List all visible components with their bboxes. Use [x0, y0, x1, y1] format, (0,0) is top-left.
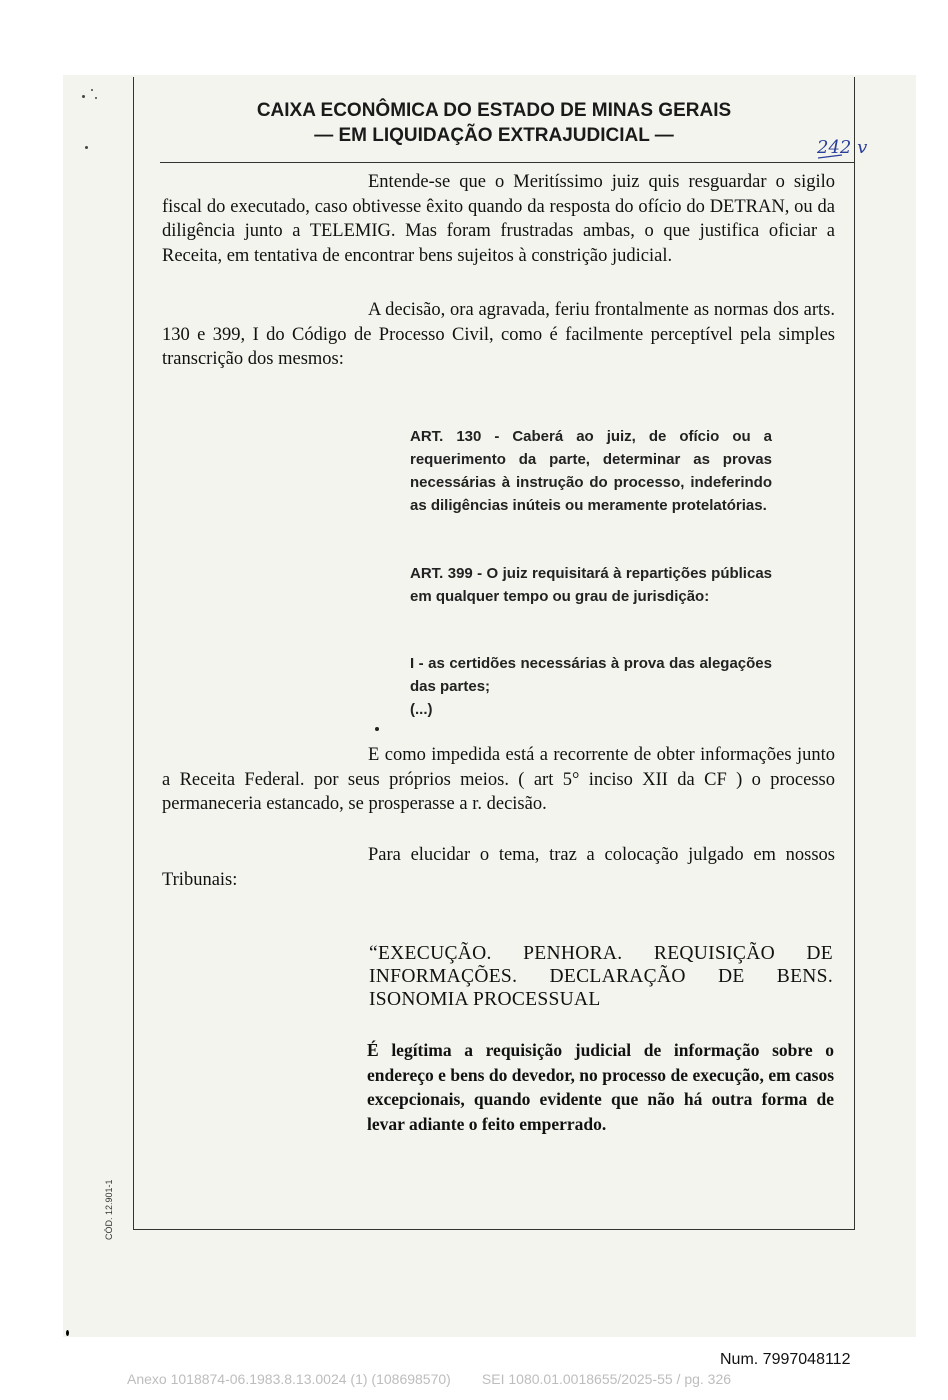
letterhead-subtitle: — EM LIQUIDAÇÃO EXTRAJUDICIAL — — [314, 125, 674, 146]
jurisprudence-title: “EXECUÇÃO. PENHORA. REQUISIÇÃO DE INFORMAÇÕES. DECLARAÇÃO DE BENS. ISONOMIA PROCESSUAL — [369, 943, 833, 1010]
letterhead — [133, 98, 855, 148]
scan-bullet-mark — [375, 727, 379, 731]
paragraph-3-text: E como impedida está a recorrente de obter informações junto a Receita Federal. por seus próprios meios. ( art 5° inciso XII da CF ) o processo permaneceria estancado, se prosperasse a r. decisão. — [162, 745, 835, 814]
article-399: ART. 399 - O juiz requisitará à repartições públicas em qualquer tempo ou grau de jurisdição: — [410, 565, 772, 605]
article-399-item-i: I - as certidões necessárias à prova das alegações das partes; — [410, 655, 772, 695]
paragraph-2 — [162, 298, 835, 372]
form-code: CÓD. 12.901-1 — [104, 1179, 114, 1240]
paragraph-3 — [162, 743, 835, 817]
article-130: ART. 130 - Caberá ao juiz, de ofício ou a requerimento da parte, determinar as provas necessárias à instrução do processo, indeferindo as diligências inúteis ou meramente protelatórias. — [410, 428, 772, 514]
article-ellipsis: (...) — [410, 701, 433, 718]
paragraph-1-text: Entende-se que o Meritíssimo juiz quis resguardar o sigilo fiscal do executado, caso obtivesse êxito quando da resposta do ofício do DETRAN, ou da diligência junto a TELEMIG. Mas foram frustradas ambas, o que justifica oficiar a Receita, em tentativa de encontrar bens sujeitos à constrição judicial. — [162, 172, 835, 266]
paragraph-1 — [162, 170, 835, 268]
jurisprudence-body: É legítima a requisição judicial de informação sobre o endereço e bens do devedor, no processo de execução, em casos excepcionais, quando evidente que não há outra forma de levar adiante o feito emperrado. — [367, 1040, 834, 1134]
paragraph-2-text: A decisão, ora agravada, feriu frontalmente as normas dos arts. 130 e 399, I do Código de Processo Civil, como é facilmente perceptível pela simples transcrição dos mesmos: — [162, 300, 835, 369]
paragraph-4 — [162, 843, 835, 892]
paragraph-4-text: Para elucidar o tema, traz a colocação julgado em nossos Tribunais: — [162, 845, 835, 890]
handwritten-number-text: 242 v — [817, 137, 868, 158]
header-divider — [160, 162, 855, 163]
footer-reference: Anexo 1018874-06.1983.8.13.0024 (1) (108698570) SEI 1080.01.0018655/2025-55 / pg. 326 — [127, 1371, 732, 1387]
document-number: Num. 7997048112 — [720, 1351, 851, 1368]
letterhead-title: CAIXA ECONÔMICA DO ESTADO DE MINAS GERAIS — [256, 100, 732, 121]
